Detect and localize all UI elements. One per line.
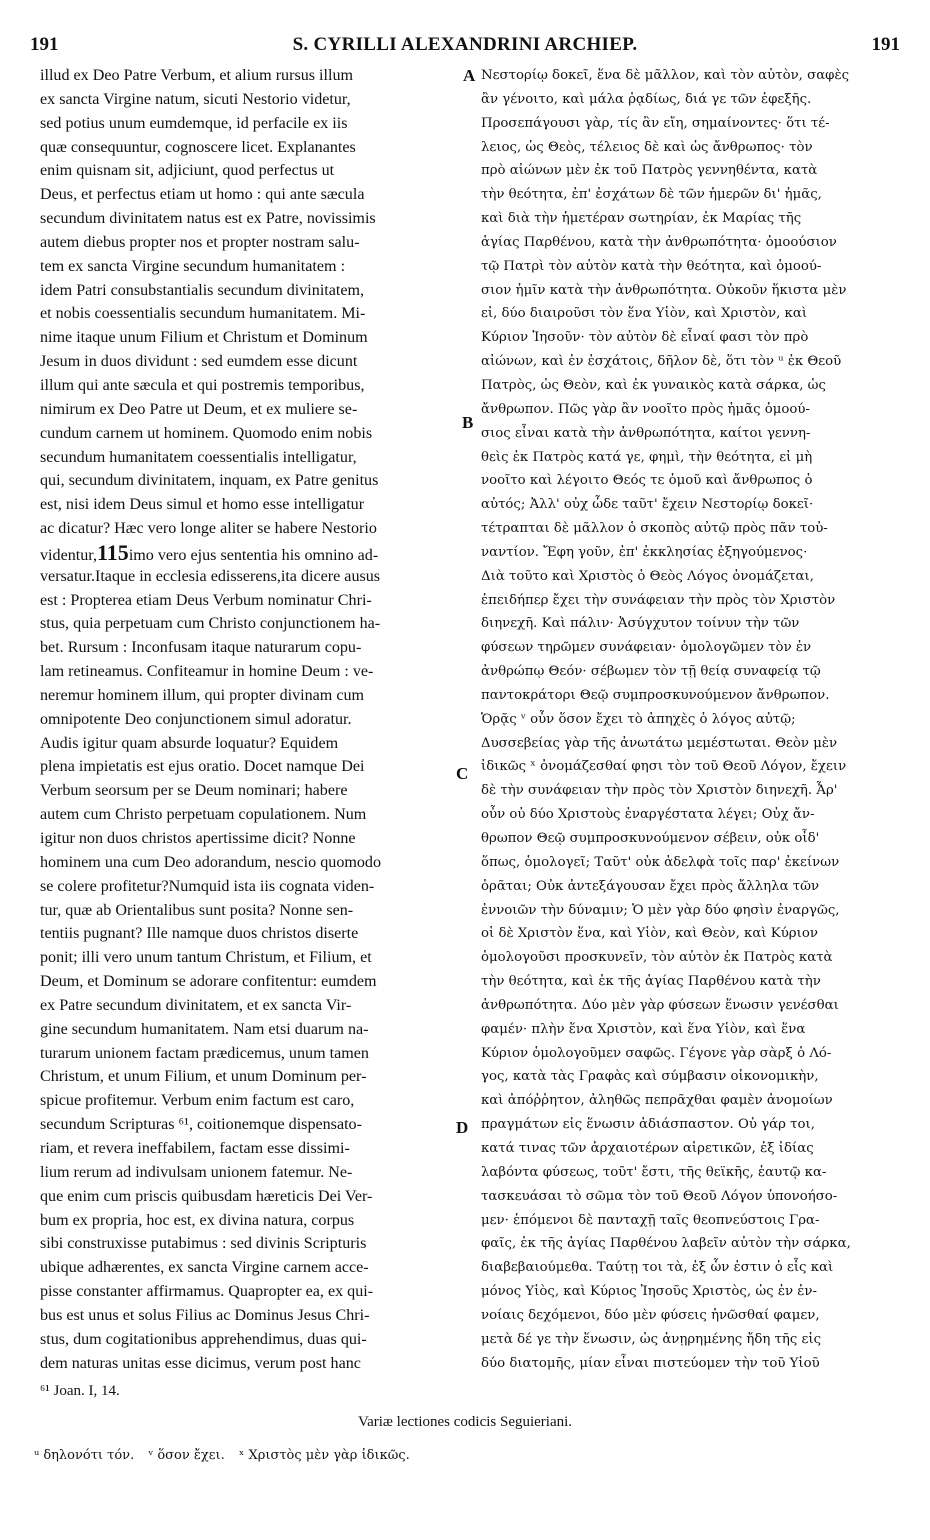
greek-line: ὅπως, ὁμολογεῖ; Ταῦτ' οὐκ ἀδελφὰ τοῖς παρ' ἐκείνων [481,854,840,870]
greek-line: αὐτός; Ἀλλ' οὐχ ὧδε ταῦτ' ἔχειν Νεστορίῳ δοκεῖ· [481,497,814,513]
latin-line: et nobis coessentialis secundum humanitatem. Mi- [40,305,366,323]
greek-line: οὖν οὐ δύο Χριστοὺς ἐναργέστατα λέγει; Οὐχ ἄν- [481,807,815,823]
latin-line: sibi construxisse putabimus : sed divinis Scripturis [40,1235,367,1253]
latin-line: stus, quia perpetuam cum Christo conjunctionem ha- [40,615,381,633]
latin-line: est : Propterea etiam Deus Verbum nominatur Chri- [40,591,372,609]
greek-line: τὴν θεότητα, ἐπ' ἐσχάτων δὲ τῶν ἡμερῶν δι' ἡμᾶς, [481,187,822,203]
greek-line: θρωπον Θεῷ συμπροσκυνούμενον σέβειν, οὐκ οἶδ' [481,831,820,846]
greek-line: ἀνθρωπότητα. Δύο μὲν γὰρ φύσεων ἕνωσιν γενέσθαι [481,997,839,1013]
latin-line: omnipotente Deo conjunctionem simul adoratur. [40,710,352,728]
greek-line: μεν· ἑπόμενοι δὲ πανταχῇ ταῖς θεοπνεύστοις Γρα- [481,1212,820,1228]
latin-line: quæ consequuntur, cognoscere licet. Explanantes [40,138,356,156]
latin-line: idem Patri consubstantialis secundum divinitatem, [40,281,365,299]
latin-line [40,541,458,565]
greek-line: τασκευάσαι τὸ σῶμα τὸν τοῦ Θεοῦ Λόγον ὑπονοήσο- [481,1188,838,1204]
latin-line: sed potius unum eumdemque, id perfacile ex iis [40,114,348,132]
latin-line: Jesum in duos dividunt : sed eumdem esse dicunt [40,353,358,371]
latin-line: ac dicatur? Hæc vero longe aliter se habere Nestorio [40,520,377,538]
section-marker-b: B [462,413,474,432]
latin-line: bus est unus et solus Filius ac Dominus Jesus Chri- [40,1306,370,1324]
greek-line: Πατρὸς, ὡς Θεὸν, καὶ ἐκ γυναικὸς κατὰ σάρκα, ὡς [481,377,826,393]
running-title: S. CYRILLI ALEXANDRINI ARCHIEP. [292,34,638,55]
latin-line: lam retineamus. Confiteamur in homine Deum : ve- [40,663,374,681]
column-number: 115 [97,540,129,565]
greek-line: νοοῖτο καὶ λέγοιτο Θεός τε ὁμοῦ καὶ ἄνθρωπος ὁ [481,473,813,489]
latin-line: neremur hominem illum, qui propter divinam cum [40,686,365,704]
latin-line: pisse constanter affirmamus. Quapropter ea, ex qui- [40,1283,374,1301]
latin-line: secundum Scripturas ⁶¹, coitionemque dispensato- [40,1116,362,1134]
latin-line: ponit; illi vero unum tantum Christum, et Filium, et [40,949,372,967]
greek-line: διαβεβαιούμεθα. Ταύτῃ τοι τὰ, ἐξ ὧν ἐστιν ὁ εἷς καὶ [481,1260,834,1276]
greek-line: Κύριον Ἰησοῦν· τὸν αὐτὸν δὲ εἶναί φασι τὸν πρὸ [481,330,809,346]
latin-line: enim quisnam sit, adjiciunt, quod perfectus ut [40,162,335,180]
latin-line: plena impietatis est ejus oratio. Docet namque Dei [40,758,365,776]
latin-line: illud ex Deo Patre Verbum, et alium rursus illum [40,67,354,84]
latin-line: tem ex sancta Virgine secundum humanitatem : [40,257,346,275]
greek-line: Νεστορίῳ δοκεῖ, ἕνα δὲ μᾶλλον, καὶ τὸν αὐτὸν, σαφὲς [481,68,850,83]
variant-readings [34,1448,420,1463]
section-marker-a: A [463,66,476,85]
latin-line: Christum, et unum Filium, et unum Dominum per- [40,1068,367,1086]
greek-line: φαῖς, ἐκ τῆς ἁγίας Παρθένου λαβεῖν αὐτὸν τὴν σάρκα, [481,1236,851,1252]
greek-line: Δυσσεβείας γὰρ τῆς ἀνωτάτω μεμέστωται. Θεὸν μὲν [481,735,838,751]
latin-line: nime itaque unum Filium et Christum et Dominum [40,329,368,347]
greek-line: Ὁρᾷς ᵛ οὖν ὅσον ἔχει τὸ ἀπηχὲς ὁ λόγος αὐτῷ; [481,711,796,727]
greek-line: πραγμάτων εἰς ἕνωσιν ἀδιάσπαστον. Οὐ γάρ τοι, [481,1117,815,1133]
greek-line: παντοκράτορι Θεῷ συμπροσκυνούμενον ἄνθρωπον. [481,687,830,703]
latin-line: Deum, et Dominum se adorare confitentur: eumdem [40,973,377,991]
latin-line: igitur non duos christos apertissime dicit? Nonne [40,830,356,847]
greek-line: εἰ, δύο διαιροῦσι τὸν ἕνα Υἱὸν, καὶ Χριστὸν, καὶ [481,306,808,322]
latin-line: lium rerum ad indivulsam unionem fatemur. Ne- [40,1163,353,1181]
latin-line: secundum divinitatem natus est ex Patre, novissimis [40,210,376,228]
greek-line: τέτραπται δὲ μᾶλλον ὁ σκοπὸς αὐτῷ πρὸς πᾶν τοὐ- [481,521,828,537]
latin-line: tentiis pugnant? Ille namque duos christos diserte [40,925,359,943]
page-header [28,34,902,60]
latin-line: riam, et revera ineffabilem, factam esse dissimi- [40,1139,350,1157]
greek-line: ναντίον. Ἔφη γοῦν, ἐπ' ἐκκλησίας ἐξηγούμενος· [481,544,808,560]
latin-line: turarum unionem factam prædicemus, unum tamen [40,1044,369,1062]
latin-line: Verbum seorsum per se Deum nominari; habere [40,782,348,800]
greek-line: δύο διατομῆς, μίαν εἶναι πιστεύομεν τὴν τοῦ Υἱοῦ [481,1355,820,1371]
latin-line: tur, quæ ab Orientalibus sunt posita? Nonne sen- [40,901,354,919]
greek-line: σιον ἡμῖν κατὰ τὴν ἀνθρωπότητα. Οὐκοῦν ἥκιστα μὲν [481,282,847,298]
latin-line: ubique adhærentes, ex sancta Virgine carnem acce- [40,1259,369,1277]
latin-line: versatur.Itaque in ecclesia edisserens,ita dicere ausus [40,567,381,585]
greek-line: τὴν θεότητα, καὶ ἐκ τῆς ἁγίας Παρθένου κατὰ τὴν [481,974,821,990]
greek-line: ἁγίας Παρθένου, κατὰ τὴν ἀνθρωπότητα· ὁμοούσιον [481,234,837,250]
greek-line: νοίαις δεχόμενοι, δύο μὲν φύσεις ἡνῶσθαί φαμεν, [481,1307,820,1323]
greek-line: διηνεχῆ. Καὶ πάλιν· Ἀσύγχυτον τοίνυν τὴν τῶν [481,616,800,632]
page-number-left: 191 [30,34,59,55]
latin-line: qui, secundum divinitatem, inquam, ex Patre genitus [40,472,379,490]
latin-line: bum ex propria, hoc est, ex divina natura, corpus [40,1211,355,1229]
latin-line: gine secundum humanitatem. Nam etsi duarum na- [40,1020,369,1038]
greek-line: καὶ διὰ τὴν ἡμετέραν σωτηρίαν, ἐκ Μαρίας τῆς [481,211,802,227]
footnote: ⁶¹ Joan. I, 14. [40,1383,120,1399]
latin-line: Audis igitur quam absurde loquatur? Equidem [40,734,339,752]
latin-line: ex Patre secundum divinitatem, et ex sancta Vir- [40,996,352,1014]
page-number-right: 191 [871,34,900,55]
greek-line: σιος εἶναι κατὰ τὴν ἀνθρωπότητα, καίτοι γεννη- [481,425,811,441]
latin-line: cundum carnem ut hominem. Quomodo enim nobis [40,424,373,442]
greek-line: Κύριον ὁμολογοῦμεν σαφῶς. Γέγονε γὰρ σὰρξ ὁ Λό- [481,1045,832,1061]
greek-line: τῷ Πατρὶ τὸν αὐτὸν κατὰ τὴν θεότητα, καὶ ὁμοού- [481,258,822,274]
greek-line: λειος, ὡς Θεὸς, τέλειος δὲ καὶ ὡς ἄνθρωπος· τὸν [481,139,813,155]
latin-line: que enim cum priscis quibusdam hæreticis Dei Ver- [40,1187,373,1205]
latin-line: nimirum ex Deo Patre ut Deum, et ex muliere se- [40,400,358,418]
greek-column [481,64,901,1375]
greek-line: ἰδικῶς ˣ ὀνομάζεσθαί φησι τὸν τοῦ Θεοῦ Λόγον, ἔχειν [481,759,847,775]
greek-line: οἱ δὲ Χριστὸν ἕνα, καὶ Υἱὸν, καὶ Θεὸν, καὶ Κύριον [481,926,818,942]
greek-line: φύσεων τηρῶμεν συνάφειαν· ὁμολογῶμεν τὸν ἐν [481,640,812,656]
latin-line: Deus, et perfectus etiam ut homo : qui ante sæcula [40,186,365,204]
latin-line: autem cum Christo perpetuam copulationem. Num [40,806,367,824]
inline-text-before: videntur, [40,546,98,564]
greek-line: Διὰ τοῦτο καὶ Χριστὸς ὁ Θεὸς Λόγος ὀνομάζεται, [481,568,814,584]
greek-line: λαβόντα φύσεως, τοῦτ' ἔστι, τῆς θεϊκῆς, ἑαυτῷ κα- [481,1164,827,1180]
greek-line: ἐννοιῶν τὴν δύναμιν; Ὁ μὲν γὰρ δύο φησὶν ἐναργῶς, [481,902,840,918]
section-marker-c: C [456,764,469,783]
latin-line: est, nisi idem Deus simul et homo esse intelligatur [40,496,365,514]
greek-line: μετὰ δέ γε τὴν ἕνωσιν, ὡς ἀνῃρημένης ἤδη τῆς εἰς [481,1331,822,1347]
variant-x: ˣ Χριστὸς μὲν γὰρ ἰδικῶς. [238,1448,410,1463]
section-marker-d: D [456,1118,469,1137]
latin-line: ex sancta Virgine natum, sicuti Nestorio videtur, [40,90,351,108]
latin-line: se colere profitetur?Numquid ista iis cognata viden- [40,877,375,895]
greek-line: ἀνθρώπῳ Θεόν· σέβωμεν τὸν τῇ θείᾳ συναφείᾳ τῷ [481,664,821,680]
latin-line: bet. Rursum : Inconfusam itaque naturarum copu- [40,639,362,657]
variant-v: ᵛ ὅσον ἔχει. [148,1448,225,1463]
latin-line: secundum humanitatem coessentialis intelligatur, [40,448,357,466]
inline-text-after: imo vero ejus sententia his omnino ad- [128,546,379,564]
variant-u: ᵘ δηλονότι τόν. [34,1448,135,1463]
greek-line: Προσεπάγουσι γὰρ, τίς ἂν εἴη, σημαίνοντες· ὅτι τέ- [481,115,830,131]
latin-line: hominem una cum Deo adorandum, nescio quomodo [40,853,382,871]
latin-line: spicue profitemur. Verbum enim factum est caro, [40,1092,355,1110]
latin-line: illum qui ante sæcula et qui postremis temporibus, [40,376,365,394]
greek-line: γος, κατὰ τὰς Γραφὰς καὶ σύμβασιν οἰκονομικὴν, [481,1069,819,1085]
greek-line: αἰώνων, καὶ ἐν ἐσχάτοις, δῆλον δὲ, ὅτι τὸν ᵘ ἐκ Θεοῦ [481,354,842,370]
greek-line: φαμέν· πλὴν ἕνα Χριστὸν, καὶ ἕνα Υἱὸν, καὶ ἕνα [481,1021,806,1037]
latin-column [40,64,458,1375]
greek-line: κατά τινας τῶν ἀρχαιοτέρων αἱρετικῶν, ἐξ ἰδίας [481,1140,814,1156]
greek-line: ὁμολογοῦσι προσκυνεῖν, τὸν αὐτὸν ἐκ Πατρὸς κατὰ [481,950,833,966]
greek-line: ἄνθρωπον. Πῶς γὰρ ἂν νοοῖτο πρὸς ἡμᾶς ὁμοού- [481,401,811,417]
latin-line: stus, dum cogitationibus apprehendimus, duas qui- [40,1330,367,1348]
greek-line: ὁρᾶται; Οὐκ ἀντεξάγουσαν ἔχει πρὸς ἄλληλα τῶν [481,878,820,894]
greek-line: δὲ τὴν συνάφειαν τὴν πρὸς τὸν Χριστὸν διηνεχῆ. Ἆρ' [481,783,838,799]
greek-line: ἐπειδήπερ ἔχει τὴν συνάφειαν τὴν πρὸς τὸν Χριστὸν [481,592,836,608]
greek-line: μόνος Υἱὸς, καὶ Κύριος Ἰησοῦς Χριστὸς, ὡς ἐν ἐν- [481,1284,818,1300]
greek-line: ἂν γένοιτο, καὶ μάλα ῥᾳδίως, διά γε τῶν ἐφεξῆς. [481,91,812,107]
greek-line: πρὸ αἰώνων μὲν ἐκ τοῦ Πατρὸς γεννηθέντα, κατὰ [481,163,818,179]
latin-line: autem diebus propter nos et propter nostram salu- [40,233,360,251]
greek-line: καὶ ἀπόῤῥητον, ἀληθῶς πεπρᾶχθαι φαμὲν ἀνομοίων [481,1093,833,1109]
latin-line: dem naturas unitas esse dicimus, verum post hanc [40,1354,361,1372]
variae-lectiones-title: Variæ lectiones codicis Seguieriani. [357,1414,573,1430]
greek-line: θεὶς ἐκ Πατρὸς κατά γε, φημὶ, τὴν θεότητα, εἰ μὴ [481,449,813,465]
